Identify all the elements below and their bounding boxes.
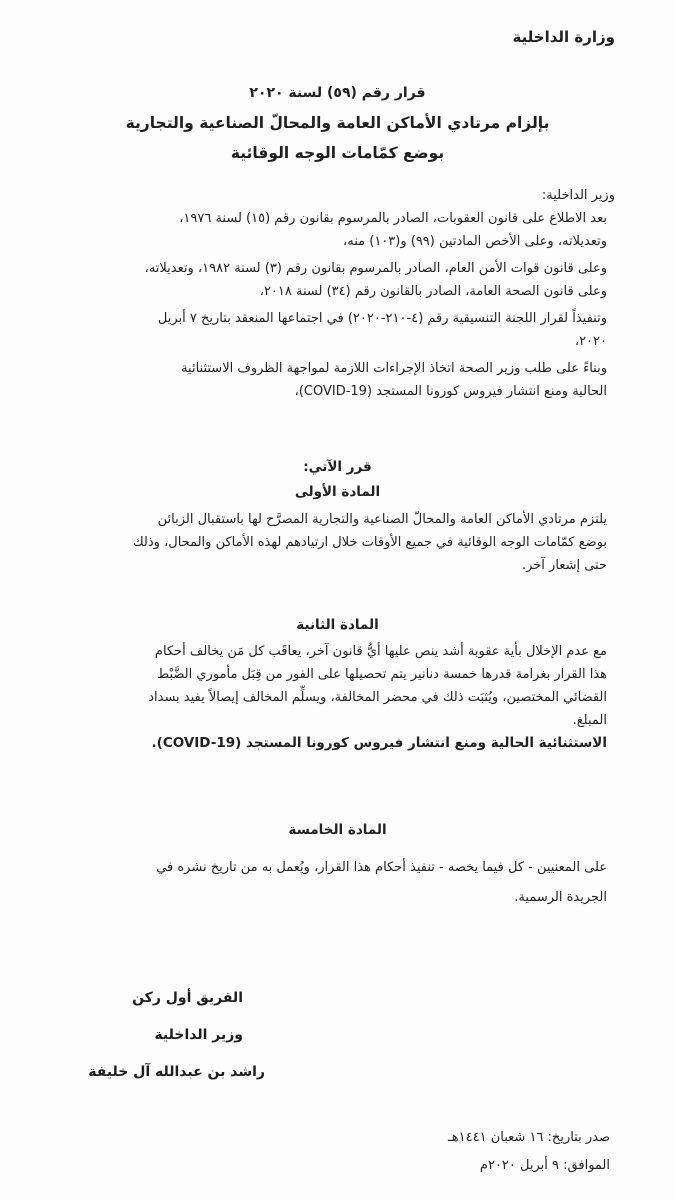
article5-body [60, 853, 607, 913]
article2-line: مع عدم الإخلال بأية عقوبة أشد ينص عليها أيُّ قانون آخر، يعاقَب كل مَن يخالف أحكام [154, 644, 607, 659]
article1-heading: المادة الأولى [294, 484, 381, 500]
signature-name: راشد بن عبدالله آل خليفة [88, 1064, 265, 1080]
ministry-header: وزارة الداخلية [512, 28, 615, 46]
article1-line: يلتزم مرتادي الأماكن العامة والمحالّ الصناعية والتجارية المصرَّح لها باستقبال الزبائن [157, 512, 607, 527]
article5-heading: المادة الخامسة [288, 822, 387, 838]
preamble-line: بعد الاطلاع على قانون العقوبات، الصادر بالمرسوم بقانون رقم (١٥) لسنة ١٩٧٦، [179, 211, 607, 226]
decree-subject-line2: بوضع كمّامات الوجه الوقائية [230, 144, 445, 162]
decree-title [40, 78, 635, 168]
article2-line: القضائي المختصين، ويُثبَت ذلك في محضر المخالفة، ويسلِّم المخالف إيصالاً يفيد بسداد [148, 690, 607, 705]
decree-subject-line1: بإلزام مرتادي الأماكن العامة والمحالّ الصناعية والتجارية [125, 114, 550, 132]
article2-line: هذا القرار بغرامة قدرها خمسة دنانير يتم تحصيلها على الفور من قِبَل مأموري الضَّبْط [157, 667, 607, 682]
signature-rank: الفريق أول ركن [132, 990, 243, 1006]
issue-date-hijri: صدر بتاريخ: ١٦ شعبان ١٤٤١هـ [447, 1130, 610, 1145]
article2-line: المبلغ. [572, 713, 607, 728]
article5-line: الجريدة الرسمية. [514, 890, 607, 905]
article5-line: على المعنيين - كل فيما يخصه - تنفيذ أحكام هذا القرار، ويُعمل به من تاريخ نشره في [156, 860, 607, 875]
preamble [60, 184, 615, 403]
article2-heading: المادة الثانية [296, 617, 379, 633]
preamble-line: وتعديلاته، وعلى الأخص المادتين (٩٩) و(١٠٣) منه، [343, 234, 607, 249]
preamble-line: ٢٠٢٠، [574, 334, 607, 349]
article1-body [60, 508, 607, 577]
article2-line: الاستثنائية الحالية ومنع انتشار فيروس كورونا المستجد (COVID-19). [151, 735, 607, 751]
signature-title: وزير الداخلية [154, 1027, 243, 1043]
article1-line: حتى إشعار آخر. [521, 558, 607, 573]
addressee: وزير الداخلية: [541, 188, 615, 203]
preamble-line: وبناءً على طلب وزير الصحة اتخاذ الإجراءات اللازمة لمواجهة الظروف الاستثنائية [181, 361, 607, 376]
preamble-line: وتنفيذاً لقرار اللجنة التنسيقية رقم (٤-٢١٠-٢٠٢٠) في اجتماعها المنعقد بتاريخ ٧ أبريل [157, 311, 607, 326]
decree-number: قرار رقم (٥٩) لسنة ٢٠٢٠ [249, 85, 426, 101]
decision-heading: قرر الآتي: [303, 459, 372, 475]
article1-line: بوضع كمّامات الوجه الوقائية في جميع الأوقات خلال ارتيادهم لهذه الأماكن والمحال، وذلك [132, 535, 607, 550]
preamble-line: الحالية ومنع انتشار فيروس كورونا المستجد (COVID-19)، [294, 384, 607, 399]
issue-date-gregorian: الموافق: ٩ أبريل ٢٠٢٠م [479, 1158, 610, 1173]
article2-body [60, 640, 607, 755]
preamble-line: وعلى قانون قوات الأمن العام، الصادر بالمرسوم بقانون رقم (٣) لسنة ١٩٨٢، وتعديلاته، [144, 261, 607, 276]
preamble-line: وعلى قانون الصحة العامة، الصادر بالقانون رقم (٣٤) لسنة ٢٠١٨، [259, 284, 607, 299]
